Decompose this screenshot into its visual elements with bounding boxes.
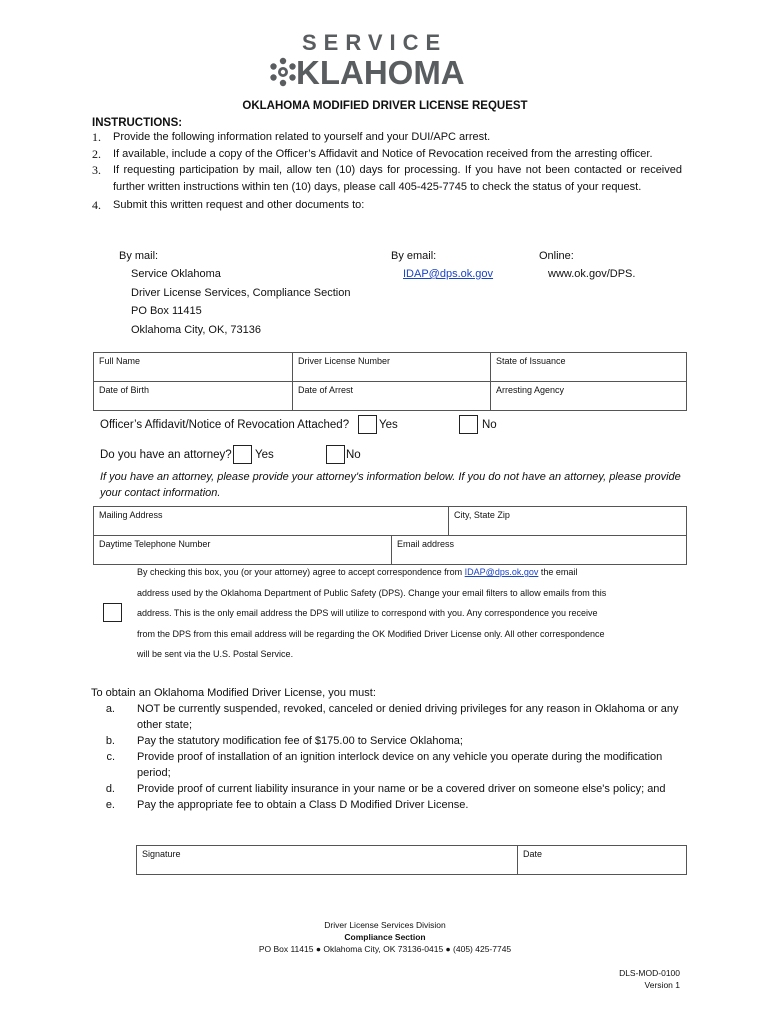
attorney-note: If you have an attorney, please provide your attorney's information below. If you do not have an attorney, please provide your contact information. bbox=[100, 471, 681, 499]
form-id: DLS-MOD-0100 bbox=[619, 968, 680, 978]
affidavit-yes-checkbox[interactable] bbox=[358, 415, 377, 434]
instruction-item: 4. Submit this written request and other documents to: bbox=[92, 198, 365, 212]
mail-label: By mail: bbox=[119, 250, 159, 262]
email-consent-text: By checking this box, you (or your attorney) agree to accept correspondence from IDAP@dps.ok.gov the email address used by the Oklahoma Department of Public Safety (DPS). Change your email filters to allow emails from this address. This is the only email address the DPS will utilize to correspond with you. Any correspondence you receive from the DPS from this email address will be regarding the OK Modified Driver License only. All other correspondence will be sent via the U.S. Postal Service. bbox=[137, 567, 607, 659]
requirement-item: c. Provide proof of installation of an ignition interlock device on any vehicle you operate during the modification period; bbox=[106, 751, 663, 779]
footer bbox=[0, 919, 770, 955]
driver-license-number-field[interactable]: Driver License Number bbox=[292, 353, 390, 381]
full-name-field[interactable]: Full Name bbox=[99, 356, 141, 366]
email-label: By email: bbox=[391, 250, 437, 262]
footer-division: Driver License Services Division bbox=[324, 920, 446, 930]
attorney-no-label: No bbox=[346, 449, 361, 461]
logo-oklahoma-text: KLAHOMA bbox=[296, 54, 465, 91]
requirement-item: e. Pay the appropriate fee to obtain a Class D Modified Driver License. bbox=[105, 799, 469, 811]
daytime-phone-field[interactable]: Daytime Telephone Number bbox=[99, 539, 211, 549]
requirements-intro: To obtain an Oklahoma Modified Driver License, you must: bbox=[91, 687, 376, 699]
affidavit-no-checkbox[interactable] bbox=[459, 415, 478, 434]
table-row-contact bbox=[93, 535, 687, 565]
logo-service-text: SERVICE bbox=[302, 30, 448, 55]
table-row-arrest bbox=[93, 381, 687, 411]
signature-row bbox=[136, 845, 687, 875]
instruction-item: 1. Provide the following information related to yourself and your DUI/APC arrest. bbox=[92, 130, 491, 144]
date-of-arrest-field[interactable]: Date of Arrest bbox=[292, 382, 353, 410]
requirement-item: a. NOT be currently suspended, revoked, canceled or denied driving privileges for any reason in Oklahoma or any other state; bbox=[105, 703, 679, 731]
form-version: Version 1 bbox=[644, 980, 680, 990]
instruction-item: 3. If requesting participation by mail, allow ten (10) days for processing. If you have not been contacted or received further written instructions within ten (10) days, please call 405-425-7745 to check the status of your request. bbox=[92, 163, 682, 193]
consent-email-link[interactable]: IDAP@dps.ok.gov bbox=[464, 567, 539, 577]
affidavit-question: Officer’s Affidavit/Notice of Revocation Attached? bbox=[100, 419, 350, 431]
city-state-zip-field[interactable]: City, State Zip bbox=[448, 507, 510, 535]
footer-address: PO Box 11415 ● Oklahoma City, OK 73136-0415 ● (405) 425-7745 bbox=[258, 944, 512, 954]
state-of-issuance-field[interactable]: State of Issuance bbox=[490, 353, 566, 381]
attorney-yes-label: Yes bbox=[255, 449, 274, 461]
online-url: www.ok.gov/DPS. bbox=[548, 268, 636, 280]
attorney-question: Do you have an attorney? bbox=[100, 449, 232, 461]
footer-section: Compliance Section bbox=[344, 932, 426, 942]
form-id-block bbox=[619, 967, 680, 991]
requirement-item: b. Pay the statutory modification fee of $175.00 to Service Oklahoma; bbox=[105, 735, 463, 747]
table-row-mailing bbox=[93, 506, 687, 536]
requirement-item: d. Provide proof of current liability insurance in your name or be a covered driver on someone else's policy; and bbox=[105, 783, 666, 795]
instructions-heading: INSTRUCTIONS: bbox=[92, 117, 183, 129]
instruction-item: 2. If available, include a copy of the Officer’s Affidavit and Notice of Revocation received from the arresting officer. bbox=[92, 146, 653, 161]
affidavit-yes-label: Yes bbox=[379, 419, 398, 431]
attorney-no-checkbox[interactable] bbox=[326, 445, 345, 464]
affidavit-no-label: No bbox=[482, 419, 497, 431]
arresting-agency-field[interactable]: Arresting Agency bbox=[490, 382, 564, 410]
attorney-yes-checkbox[interactable] bbox=[233, 445, 252, 464]
requirements-list bbox=[91, 701, 683, 813]
online-label: Online: bbox=[539, 250, 574, 262]
email-address-field[interactable]: Email address bbox=[391, 536, 454, 564]
table-row-identity bbox=[93, 352, 687, 382]
signature-date-field[interactable]: Date bbox=[517, 846, 542, 874]
instructions-list bbox=[92, 129, 682, 214]
mail-address: Service Oklahoma Driver License Services, Compliance Section PO Box 11415 Oklahoma City, OK, 73136 bbox=[131, 268, 351, 336]
date-of-birth-field[interactable]: Date of Birth bbox=[99, 385, 150, 395]
logo-star-icon bbox=[268, 57, 298, 87]
email-consent-checkbox[interactable] bbox=[103, 603, 122, 622]
page-title: OKLAHOMA MODIFIED DRIVER LICENSE REQUEST bbox=[242, 100, 528, 112]
signature-field[interactable]: Signature bbox=[142, 849, 181, 859]
contact-email-link[interactable]: IDAP@dps.ok.gov bbox=[403, 268, 494, 280]
mailing-address-field[interactable]: Mailing Address bbox=[99, 510, 163, 520]
